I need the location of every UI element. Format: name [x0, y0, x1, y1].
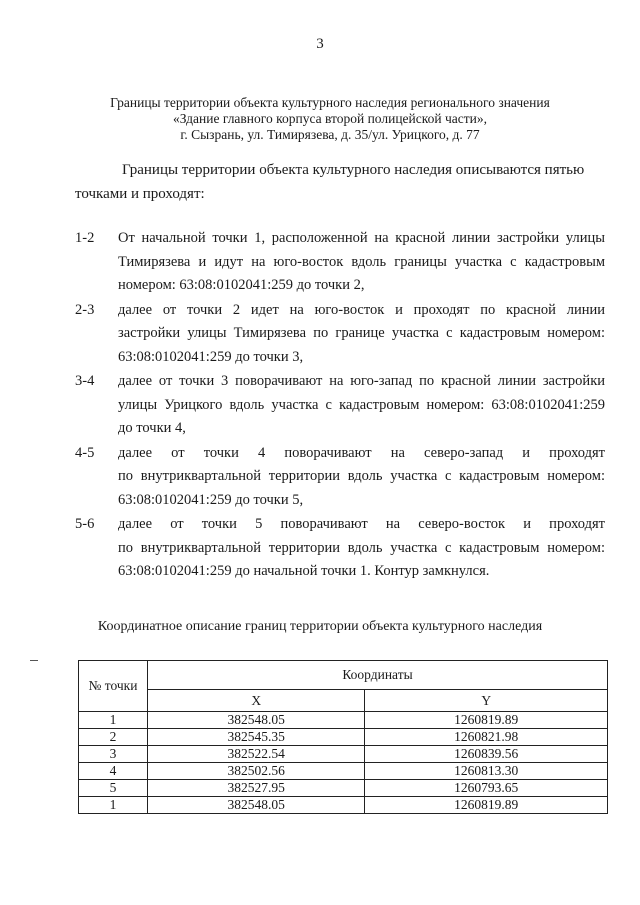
- cell-x: 382548.05: [148, 712, 365, 729]
- coordinates-table: [78, 660, 608, 814]
- segment-number: 5-6: [75, 516, 95, 532]
- table-row: [79, 780, 608, 797]
- cell-y: 1260813.30: [365, 763, 608, 780]
- segment-line: 63:08:0102041:259 до точки 3,: [118, 348, 304, 365]
- table-row: [79, 729, 608, 746]
- cell-x: 382548.05: [148, 797, 365, 814]
- segment-1-2: [75, 227, 605, 298]
- table-row: [79, 797, 608, 814]
- segment-5-6: [75, 513, 605, 584]
- cell-point: 1: [79, 797, 148, 814]
- segment-text: [118, 299, 605, 370]
- title-line-2: «Здание главного корпуса второй полицейской части»,: [172, 111, 488, 126]
- segment-number: 4-5: [75, 444, 95, 461]
- cell-point: 5: [79, 780, 148, 797]
- segment-line: далее от точки 3 поворачивают на юго-запад по красной линии застройки: [118, 373, 605, 389]
- segment-line: до точки 4,: [118, 420, 186, 436]
- cell-y: 1260839.56: [365, 746, 608, 763]
- intro-paragraph: [75, 158, 615, 206]
- segment-line: 63:08:0102041:259 до начальной точки 1. Контур замкнулся.: [118, 563, 490, 579]
- title-line-1: Границы территории объекта культурного наследия регионального значения: [110, 95, 550, 110]
- title-line-3: г. Сызрань, ул. Тимирязева, д. 35/ул. Урицкого, д. 77: [180, 127, 480, 142]
- segment-2-3: [75, 299, 605, 370]
- cell-y: 1260821.98: [365, 729, 608, 746]
- intro-line-1: Границы территории объекта культурного наследия описываются пятью: [122, 162, 585, 178]
- table-caption: Координатное описание границ территории объекта культурного наследия: [97, 619, 543, 634]
- segment-line: по внутриквартальной территории вдоль участка с кадастровым номером:: [118, 468, 605, 484]
- segment-line: Тимирязева и идут на юго-восток вдоль границы участка с кадастровым: [118, 253, 605, 270]
- segment-text: [118, 227, 605, 298]
- cell-y: 1260819.89: [365, 797, 608, 814]
- segment-number: 3-4: [75, 373, 95, 389]
- cell-y: 1260793.65: [365, 780, 608, 797]
- table-row: [79, 746, 608, 763]
- segment-3-4: [75, 370, 605, 441]
- segment-text: [118, 442, 605, 513]
- cell-x: 382522.54: [148, 746, 365, 763]
- table-row: [79, 763, 608, 780]
- header-coordinates: Координаты: [148, 661, 608, 690]
- header-x: X: [148, 690, 365, 712]
- segment-line: улицы Урицкого вдоль участка с кадастровым номером: 63:08:0102041:259: [118, 396, 605, 413]
- cell-point: 1: [79, 712, 148, 729]
- segment-4-5: [75, 442, 605, 513]
- table-row: [79, 712, 608, 729]
- segment-number: 1-2: [75, 230, 95, 246]
- segment-text: [118, 513, 605, 584]
- header-point-number: № точки: [79, 661, 148, 712]
- segment-line: застройки улицы Тимирязева по границе участка с кадастровым номером:: [118, 325, 605, 341]
- cell-point: 2: [79, 729, 148, 746]
- segment-line: по внутриквартальной территории вдоль участка с кадастровым номером:: [118, 539, 605, 556]
- cell-x: 382502.56: [148, 763, 365, 780]
- segment-line: далее от точки 2 идет на юго-восток и проходят по красной линии: [118, 301, 605, 318]
- intro-line-2: точками и проходят:: [75, 186, 205, 202]
- segment-line: далее от точки 5 поворачивают на северо-восток и проходят: [118, 516, 605, 532]
- boundary-segments: [75, 227, 605, 585]
- margin-mark: [30, 660, 38, 661]
- cell-x: 382545.35: [148, 729, 365, 746]
- segment-number: 2-3: [75, 301, 95, 318]
- cell-point: 4: [79, 763, 148, 780]
- segment-line: номером: 63:08:0102041:259 до точки 2,: [118, 277, 365, 293]
- cell-x: 382527.95: [148, 780, 365, 797]
- segment-text: [118, 370, 605, 441]
- cell-y: 1260819.89: [365, 712, 608, 729]
- page-number: 3: [316, 36, 324, 52]
- cell-point: 3: [79, 746, 148, 763]
- document-title: [60, 95, 600, 143]
- header-y: Y: [365, 690, 608, 712]
- segment-line: 63:08:0102041:259 до точки 5,: [118, 491, 304, 508]
- segment-line: От начальной точки 1, расположенной на красной линии застройки улицы: [118, 230, 605, 246]
- segment-line: далее от точки 4 поворачивают на северо-запад и проходят: [118, 444, 605, 461]
